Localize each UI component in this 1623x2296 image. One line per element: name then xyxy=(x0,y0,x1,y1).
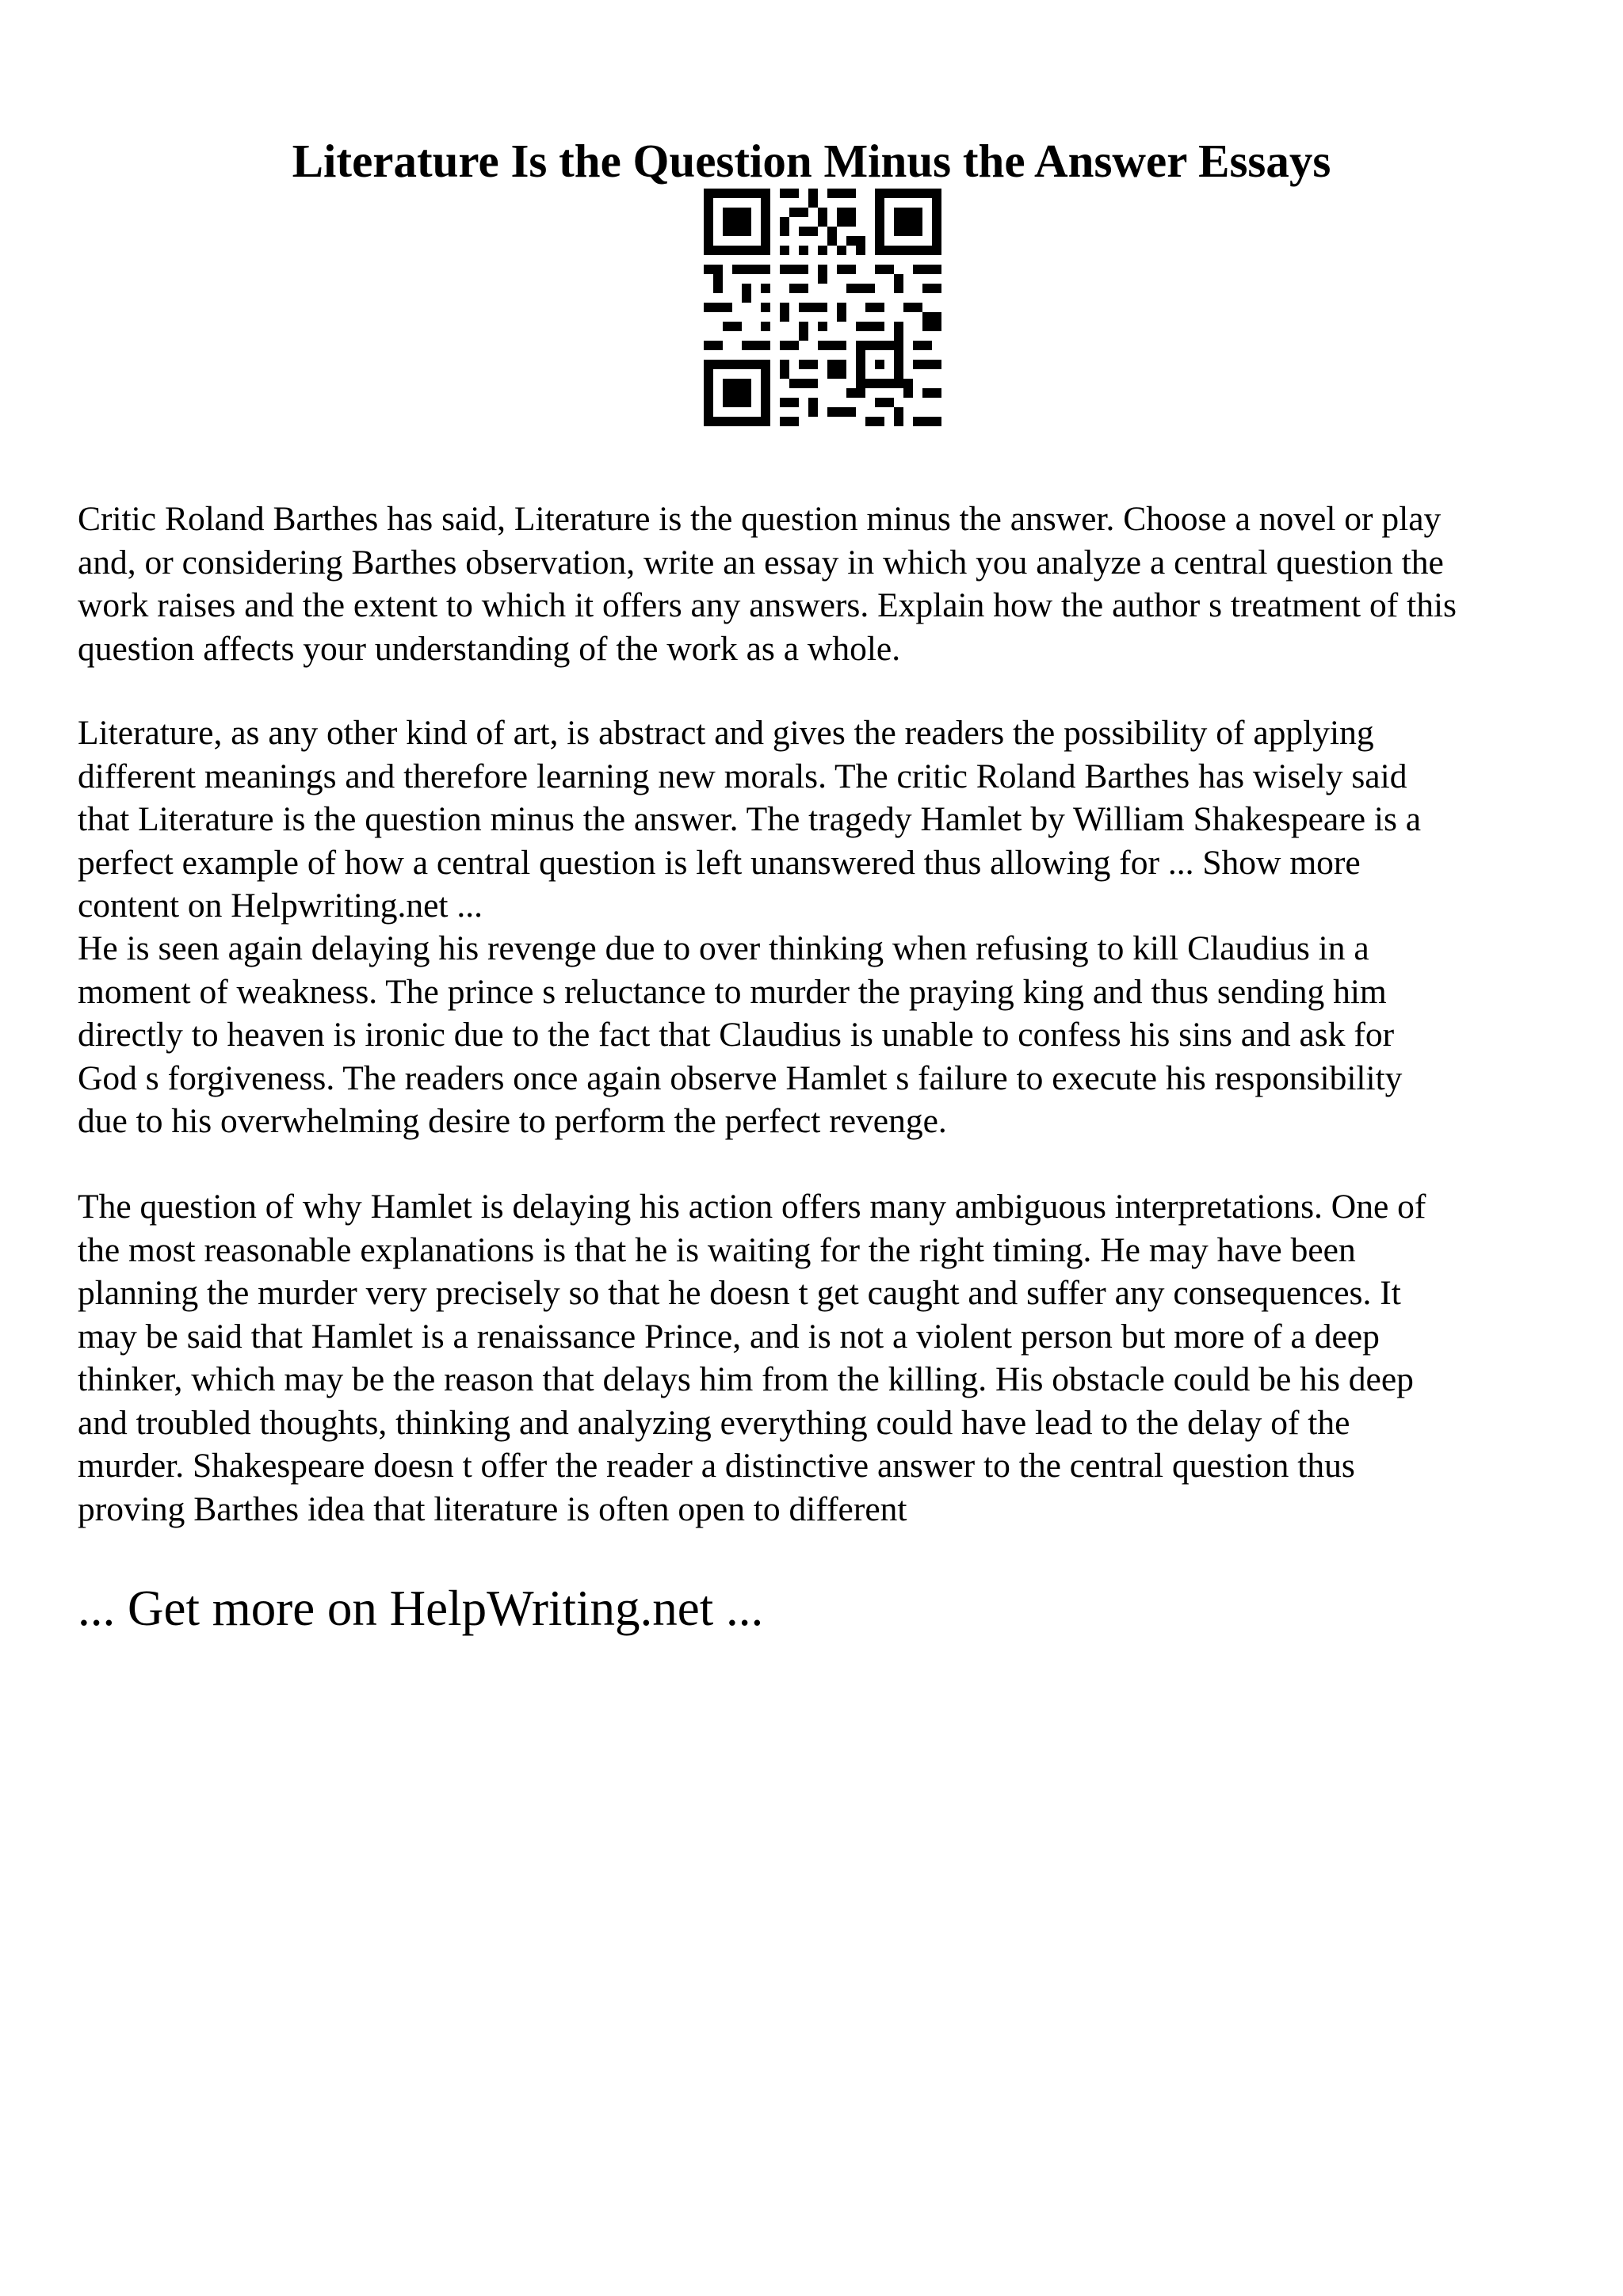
document-title: Literature Is the Question Minus the Answer Essays xyxy=(292,134,1331,187)
paragraph-body-2 xyxy=(78,1185,1568,1531)
text-line: Critic Roland Barthes has said, Literature is the question minus the answer. Choose a novel or play xyxy=(78,500,1442,538)
text-line: different meanings and therefore learning new morals. The critic Roland Barthes has wisely said xyxy=(78,757,1407,795)
text-line: the most reasonable explanations is that he is waiting for the right timing. He may have been xyxy=(78,1230,1356,1269)
paragraph-body-1 xyxy=(78,927,1568,1143)
text-line: thinker, which may be the reason that delays him from the killing. His obstacle could be his deep xyxy=(78,1360,1414,1398)
text-line: He is seen again delaying his revenge due to over thinking when refusing to kill Claudius in a xyxy=(78,929,1369,967)
text-line: perfect example of how a central question is left unanswered thus allowing for ... Show more xyxy=(78,843,1361,882)
paragraph-intro xyxy=(78,711,1568,928)
text-line: murder. Shakespeare doesn t offer the reader a distinctive answer to the central question thus xyxy=(78,1447,1355,1485)
text-line: God s forgiveness. The readers once again observe Hamlet s failure to execute his responsibility xyxy=(78,1058,1403,1097)
text-line: The question of why Hamlet is delaying his action offers many ambiguous interpretations. One of xyxy=(78,1188,1426,1226)
text-line: that Literature is the question minus the answer. The tragedy Hamlet by William Shakespeare is a xyxy=(78,800,1422,838)
text-line: may be said that Hamlet is a renaissance Prince, and is not a violent person but more of a deep xyxy=(78,1317,1380,1356)
text-line: and, or considering Barthes observation, write an essay in which you analyze a central question the xyxy=(78,543,1444,582)
get-more-link[interactable]: ... Get more on HelpWriting.net ... xyxy=(78,1581,764,1636)
text-line: content on Helpwriting.net ... xyxy=(78,887,483,925)
qr-code-icon xyxy=(704,189,941,426)
text-line: and troubled thoughts, thinking and analyzing everything could have lead to the delay of the xyxy=(78,1403,1350,1442)
text-line: moment of weakness. The prince s reluctance to murder the praying king and thus sending him xyxy=(78,972,1387,1011)
text-line: proving Barthes idea that literature is often open to different xyxy=(78,1489,907,1528)
text-line: directly to heaven is ironic due to the fact that Claudius is unable to confess his sins and ask for xyxy=(78,1016,1395,1054)
text-line: Literature, as any other kind of art, is abstract and gives the readers the possibility of applying xyxy=(78,714,1374,752)
text-line: planning the murder very precisely so that he doesn t get caught and suffer any consequences. It xyxy=(78,1274,1401,1312)
text-line: work raises and the extent to which it offers any answers. Explain how the author s treatment of this xyxy=(78,586,1457,624)
text-line: due to his overwhelming desire to perform the perfect revenge. xyxy=(78,1102,947,1140)
paragraph-prompt xyxy=(78,498,1568,670)
text-line: question affects your understanding of the work as a whole. xyxy=(78,629,901,668)
